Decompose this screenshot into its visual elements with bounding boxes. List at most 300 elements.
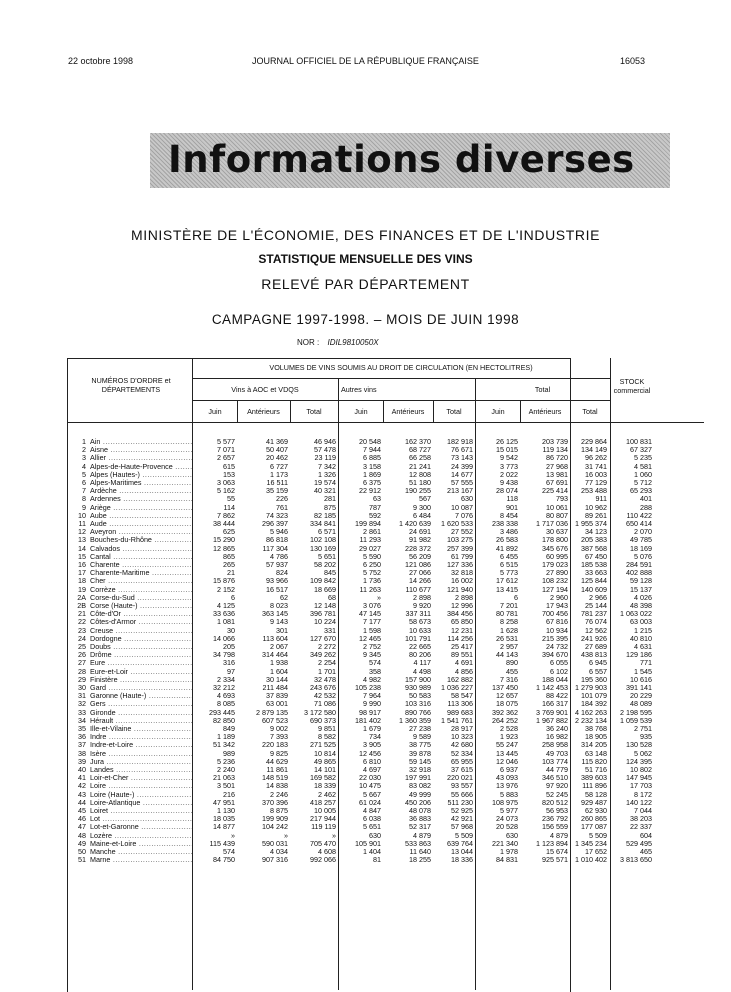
cell-autres-juin: 1 869 (363, 469, 381, 479)
department-code: 49 (78, 838, 86, 848)
cell-total-juin: 890 (506, 658, 518, 668)
cell-aoc-total: 396 781 (310, 609, 336, 619)
department-name: Alpes-de-Haute-Provence ..... (90, 463, 192, 471)
cell-autres-juin: 6 810 (363, 756, 381, 766)
department-code: 41 (78, 773, 86, 783)
cell-aoc-anterieurs: 9 002 (270, 724, 288, 733)
cell-aoc-anterieurs: 16 517 (266, 584, 288, 594)
cell-autres-anterieurs: 533 863 (405, 838, 431, 848)
cell-total-anterieurs: 345 676 (542, 543, 568, 553)
department-name: Cantal ..... (90, 553, 192, 561)
cell-aoc-total: 217 944 (310, 814, 336, 824)
cell-aoc-total: 875 (324, 502, 336, 512)
cell-aoc-anterieurs: 370 396 (262, 797, 288, 807)
cell-autres-juin: 1 598 (363, 625, 381, 635)
cell-total-juin: 1 923 (500, 732, 518, 742)
cell-aoc-juin: 615 (223, 461, 235, 471)
cell-autres-juin: 5 667 (363, 789, 381, 799)
cell-total-anterieurs: 203 739 (542, 437, 568, 446)
cell-aoc-anterieurs: 301 (276, 625, 288, 635)
cell-aoc-total: 23 119 (314, 453, 336, 463)
cell-aoc-juin: 216 (223, 789, 235, 799)
cell-aoc-juin: 265 (223, 560, 235, 569)
cell-stock: 4 026 (634, 592, 652, 602)
department-name: Côte-d'Or ..... (90, 610, 192, 618)
cell-total-anterieurs: 188 044 (542, 674, 568, 684)
cell-aoc-juin: 114 (223, 502, 235, 512)
cell-autres-total: 1 541 761 (441, 715, 473, 725)
cell-aoc-total: 130 169 (310, 543, 336, 553)
cell-autres-total: 12 996 (451, 601, 473, 610)
cell-total-juin: 17 612 (496, 576, 518, 586)
cell-autres-total: 16 002 (451, 576, 473, 586)
cell-autres-anterieurs: 59 145 (409, 756, 431, 766)
cell-aoc-total: 169 582 (310, 773, 336, 783)
cell-autres-juin: 20 548 (359, 437, 381, 446)
cell-total-juin: 28 074 (496, 486, 518, 496)
department-name: Creuse ..... (90, 627, 192, 635)
subheader-juin: Juin (354, 407, 368, 416)
department-name: Maine-et-Loire ..... (90, 840, 192, 848)
cell-autres-juin: 3 076 (363, 601, 381, 610)
cell-aoc-total: 4 608 (318, 847, 336, 856)
cell-autres-anterieurs: 49 999 (409, 789, 431, 799)
department-name: Charente ..... (90, 561, 192, 569)
cell-aoc-anterieurs: 199 909 (262, 814, 288, 824)
cell-autres-total: 61 799 (451, 551, 473, 561)
cell-total-anterieurs: 97 920 (546, 781, 568, 791)
cell-aoc-juin: 34 798 (213, 650, 235, 660)
cell-autres-total: 639 764 (447, 838, 473, 848)
cell-aoc-juin: 82 850 (213, 715, 235, 725)
cell-total-total: 67 450 (585, 551, 607, 561)
cell-total-juin: 264 252 (492, 715, 518, 725)
cell-autres-total: 384 456 (447, 609, 473, 619)
department-code: 12 (78, 527, 86, 537)
cell-total-anterieurs: 27 968 (546, 461, 568, 471)
cell-aoc-juin: 625 (223, 527, 235, 537)
cell-total-juin: 455 (506, 666, 518, 676)
department-name: Aveyron ..... (90, 528, 192, 536)
cell-aoc-anterieurs: 220 183 (262, 740, 288, 750)
cell-aoc-juin: 2 657 (217, 453, 235, 463)
department-code: 2B (77, 601, 86, 610)
cell-autres-anterieurs: 4 117 (413, 658, 431, 668)
cell-aoc-juin: 3 063 (217, 478, 235, 487)
cell-aoc-juin: 849 (223, 724, 235, 733)
cell-autres-anterieurs: 83 082 (409, 781, 431, 791)
cell-stock: 771 (640, 658, 652, 668)
statistics-title: STATISTIQUE MENSUELLE DES VINS (258, 252, 473, 266)
cell-aoc-total: 68 (328, 592, 336, 602)
subheader-anterieurs: Antérieurs (391, 407, 425, 416)
cell-aoc-anterieurs: 113 604 (262, 633, 288, 643)
cell-stock: 5 712 (634, 478, 652, 487)
cell-total-juin: 13 415 (496, 584, 518, 594)
table-row (0, 823, 731, 831)
cell-total-juin: 7 201 (500, 601, 518, 610)
cell-autres-total: 28 917 (451, 724, 473, 733)
cell-total-juin: 26 125 (496, 437, 518, 446)
department-name: Manche ..... (90, 848, 192, 856)
cell-total-total: 12 562 (585, 625, 607, 635)
cell-total-total: 929 487 (581, 797, 607, 807)
department-code: 34 (78, 715, 86, 725)
cell-total-anterieurs: 17 943 (546, 601, 568, 610)
cell-aoc-anterieurs: 74 323 (266, 510, 288, 520)
journal-title: JOURNAL OFFICIEL DE LA RÉPUBLIQUE FRANÇAISE (252, 56, 479, 66)
cell-total-anterieurs: 700 456 (542, 609, 568, 619)
cell-aoc-total: 10 005 (314, 806, 336, 815)
cell-autres-anterieurs: 101 791 (405, 633, 431, 643)
cell-autres-juin: 98 917 (359, 707, 381, 717)
department-name: Finistère ..... (90, 676, 192, 684)
cell-total-juin: 3 486 (500, 527, 518, 537)
cell-aoc-anterieurs: 86 818 (266, 535, 288, 545)
cell-autres-anterieurs: 190 255 (405, 486, 431, 496)
cell-aoc-total: 82 185 (314, 510, 336, 520)
cell-aoc-juin: 2 152 (217, 584, 235, 594)
cell-total-total: 2 232 134 (575, 715, 607, 725)
cell-total-anterieurs: 86 720 (546, 453, 568, 463)
cell-aoc-juin: 574 (223, 847, 235, 856)
cell-autres-juin: 5 752 (363, 568, 381, 578)
cell-autres-juin: 10 475 (359, 781, 381, 791)
department-name: Lot-et-Garonne ..... (90, 823, 192, 831)
cell-aoc-total: 10 814 (314, 748, 336, 758)
cell-autres-total: 14 677 (451, 469, 473, 479)
cell-total-juin: 26 531 (496, 633, 518, 643)
department-code: 22 (78, 617, 86, 627)
cell-aoc-anterieurs: 11 861 (266, 765, 288, 774)
cell-total-anterieurs: 1 142 453 (536, 683, 568, 692)
cell-aoc-total: 18 669 (314, 584, 336, 594)
cell-total-juin: 6 455 (500, 551, 518, 561)
department-code: 16 (78, 560, 86, 569)
subheader-anterieurs: Antérieurs (528, 407, 562, 416)
cell-autres-anterieurs: 50 583 (409, 691, 431, 701)
cell-autres-total: 12 231 (451, 625, 473, 635)
cell-autres-juin: 181 402 (355, 715, 381, 725)
header-total-group: Total (534, 385, 551, 394)
cell-aoc-anterieurs: 607 523 (262, 715, 288, 725)
cell-aoc-total: 10 224 (314, 617, 336, 627)
cell-total-anterieurs: 225 414 (542, 486, 568, 496)
cell-total-total: 314 205 (581, 740, 607, 750)
department-name: Hérault ..... (90, 717, 192, 725)
cell-aoc-total: 102 108 (310, 535, 336, 545)
cell-autres-total: 73 143 (451, 453, 473, 463)
cell-stock: 391 141 (626, 683, 652, 692)
cell-total-total: 389 603 (581, 773, 607, 783)
cell-total-total: 1 345 234 (575, 838, 607, 848)
cell-autres-juin: 4 697 (363, 765, 381, 774)
cell-autres-anterieurs: 450 206 (405, 797, 431, 807)
department-code: 51 (78, 855, 86, 865)
cell-aoc-total: 32 478 (314, 674, 336, 684)
cell-total-juin: 8 454 (500, 510, 518, 520)
header-volumes: VOLUMES DE VINS SOUMIS AU DROIT DE CIRCULATION (EN HECTOLITRES) (269, 363, 533, 372)
cell-stock: 1 545 (634, 666, 652, 676)
cell-total-total: 177 087 (581, 822, 607, 832)
cell-autres-total: 27 552 (451, 527, 473, 537)
department-name: Doubs ..... (90, 643, 192, 651)
cell-total-anterieurs: 793 (556, 494, 568, 504)
cell-total-anterieurs: 6 102 (550, 666, 568, 676)
cell-stock: 1 215 (634, 625, 652, 635)
cell-total-juin: 392 362 (492, 707, 518, 717)
cell-aoc-total: 8 582 (318, 732, 336, 742)
department-name: Allier ..... (90, 454, 192, 462)
table-divider (192, 400, 610, 401)
cell-aoc-anterieurs: 44 629 (266, 756, 288, 766)
cell-total-anterieurs: 394 670 (542, 650, 568, 660)
cell-autres-juin: 5 590 (363, 551, 381, 561)
department-name: Gers ..... (90, 700, 192, 708)
cell-total-anterieurs: 67 816 (546, 617, 568, 627)
department-name: Eure-et-Loir ..... (90, 668, 192, 676)
subheader-total: Total (582, 407, 598, 416)
cell-stock: 20 229 (630, 691, 652, 701)
cell-autres-anterieurs: 48 078 (409, 806, 431, 815)
cell-total-anterieurs: 236 792 (542, 814, 568, 824)
cell-total-anterieurs: 2 960 (550, 592, 568, 602)
cell-aoc-juin: 7 071 (217, 445, 235, 455)
cell-total-juin: 9 542 (500, 453, 518, 463)
cell-total-total: 96 262 (585, 453, 607, 463)
cell-total-anterieurs: 10 061 (546, 502, 568, 512)
cell-aoc-total: 71 086 (314, 699, 336, 709)
cell-aoc-anterieurs: 37 839 (266, 691, 288, 701)
department-code: 24 (78, 633, 86, 643)
cell-stock: 100 831 (626, 437, 652, 446)
cell-autres-total: 32 818 (451, 568, 473, 578)
cell-autres-anterieurs: 27 066 (409, 568, 431, 578)
cell-total-anterieurs: 67 691 (546, 478, 568, 487)
cell-total-total: 16 003 (585, 469, 607, 479)
table-row (0, 487, 731, 495)
cell-aoc-anterieurs: 148 519 (262, 773, 288, 783)
cell-total-total: 34 123 (585, 527, 607, 537)
cell-total-total: 27 689 (585, 642, 607, 651)
cell-total-total: 125 844 (581, 576, 607, 586)
cell-total-total: 4 162 263 (575, 707, 607, 717)
cell-autres-juin: 4 982 (363, 674, 381, 684)
cell-total-juin: 1 628 (500, 625, 518, 635)
cell-aoc-juin: 55 (227, 494, 235, 504)
cell-autres-juin: 11 293 (359, 535, 381, 545)
cell-aoc-anterieurs: 8 023 (270, 601, 288, 610)
department-name: Ain ..... (90, 438, 192, 446)
cell-autres-total: 93 557 (451, 781, 473, 791)
table-divider (67, 422, 704, 423)
cell-aoc-total: 19 574 (314, 478, 336, 487)
cell-aoc-total: 705 470 (310, 838, 336, 848)
cell-aoc-anterieurs: 211 484 (262, 683, 288, 692)
cell-stock: 65 293 (630, 486, 652, 496)
cell-autres-juin: 105 901 (355, 838, 381, 848)
cell-aoc-juin: 30 (227, 625, 235, 635)
cell-autres-anterieurs: 4 879 (413, 830, 431, 840)
cell-aoc-total: 271 525 (310, 740, 336, 750)
department-name: Alpes-Maritimes ..... (90, 479, 192, 487)
department-code: 46 (78, 814, 86, 824)
cell-total-total: 25 144 (585, 601, 607, 610)
department-code: 48 (78, 830, 86, 840)
cell-stock: 284 591 (626, 560, 652, 569)
department-name: Drôme ..... (90, 651, 192, 659)
cell-stock: 18 169 (630, 543, 652, 553)
cell-total-total: 781 237 (581, 609, 607, 619)
cell-autres-anterieurs: 11 640 (409, 847, 431, 856)
department-name: Landes ..... (90, 766, 192, 774)
cell-total-anterieurs: 156 559 (542, 822, 568, 832)
cell-autres-anterieurs: 337 311 (405, 609, 431, 619)
cell-aoc-juin: 1 081 (217, 617, 235, 627)
cell-aoc-anterieurs: 296 397 (262, 519, 288, 528)
cell-total-juin: 2 957 (500, 642, 518, 651)
department-code: 18 (78, 576, 86, 586)
cell-total-juin: 80 781 (496, 609, 518, 619)
cell-aoc-total: 1 701 (318, 666, 336, 676)
nor-reference (297, 338, 379, 347)
page-number: 16053 (620, 56, 646, 66)
department-name: Ardennes ..... (90, 495, 192, 503)
cell-aoc-anterieurs: 7 393 (270, 732, 288, 742)
cell-aoc-juin: 21 (227, 568, 235, 578)
cell-aoc-juin: 1 189 (217, 732, 235, 742)
department-name: Calvados ..... (90, 545, 192, 553)
cell-total-total: 6 557 (589, 666, 607, 676)
department-name: Loir-et-Cher ..... (90, 774, 192, 782)
department-name: Ariège ..... (90, 504, 192, 512)
cell-total-total: 1 955 374 (575, 519, 607, 528)
department-code: 43 (78, 789, 86, 799)
table-row (0, 725, 731, 733)
cell-autres-total: 257 399 (447, 543, 473, 553)
cell-autres-anterieurs: 32 918 (409, 765, 431, 774)
cell-autres-total: 113 306 (447, 699, 473, 709)
cell-total-anterieurs: 24 732 (546, 642, 568, 651)
cell-total-anterieurs: 258 958 (542, 740, 568, 750)
cell-aoc-juin: 2 334 (217, 674, 235, 684)
cell-total-anterieurs: 6 055 (550, 658, 568, 668)
cell-autres-juin: 6 885 (363, 453, 381, 463)
department-code: 28 (78, 666, 86, 676)
department-name: Loire (Haute-) ..... (90, 791, 192, 799)
cell-aoc-total: 2 462 (318, 789, 336, 799)
cell-aoc-total: 7 342 (318, 461, 336, 471)
department-code: 3 (82, 453, 86, 463)
cell-stock: 5 062 (634, 748, 652, 758)
subheader-total: Total (446, 407, 462, 416)
cell-total-juin: 41 892 (496, 543, 518, 553)
cell-total-juin: 18 075 (496, 699, 518, 709)
cell-autres-anterieurs: 4 498 (413, 666, 431, 676)
cell-total-total: 31 741 (585, 461, 607, 471)
cell-autres-juin: 12 465 (359, 633, 381, 643)
cell-autres-anterieurs: 24 691 (409, 527, 431, 537)
department-name: Corrèze ..... (90, 586, 192, 594)
cell-stock: 59 128 (630, 576, 652, 586)
cell-aoc-total: 334 841 (310, 519, 336, 528)
cell-autres-anterieurs: 14 266 (409, 576, 431, 586)
cell-aoc-anterieurs: 62 (280, 592, 288, 602)
department-code: 15 (78, 551, 86, 561)
department-code: 27 (78, 658, 86, 668)
cell-autres-juin: 2 861 (363, 527, 381, 537)
department-name: Aube ..... (90, 512, 192, 520)
cell-autres-juin: 592 (369, 510, 381, 520)
cell-autres-anterieurs: 52 317 (409, 822, 431, 832)
cell-aoc-anterieurs: 63 001 (266, 699, 288, 709)
cell-aoc-juin: 5 236 (217, 756, 235, 766)
department-name: Jura ..... (90, 758, 192, 766)
cell-aoc-anterieurs: 6 727 (270, 461, 288, 471)
cell-total-anterieurs: 10 934 (546, 625, 568, 635)
cell-total-total: 62 930 (585, 806, 607, 815)
cell-autres-total: 37 615 (451, 765, 473, 774)
cell-autres-total: 4 691 (455, 658, 473, 668)
department-code: 50 (78, 847, 86, 856)
cell-stock: 63 003 (630, 617, 652, 627)
cell-autres-total: 4 856 (455, 666, 473, 676)
subheader-juin: Juin (491, 407, 505, 416)
cell-aoc-anterieurs: 117 304 (262, 543, 288, 553)
cell-stock: 8 172 (634, 789, 652, 799)
department-name: Loiret ..... (90, 807, 192, 815)
cell-aoc-anterieurs: 1 173 (270, 469, 288, 479)
cell-autres-total: 114 256 (447, 633, 473, 643)
cell-total-juin: 118 (506, 494, 518, 504)
table-row (0, 856, 731, 864)
cell-autres-total: 511 230 (447, 797, 473, 807)
cell-aoc-juin: 32 212 (213, 683, 235, 692)
cell-autres-anterieurs: 80 206 (409, 650, 431, 660)
cell-total-juin: 43 093 (496, 773, 518, 783)
cell-aoc-total: 2 254 (318, 658, 336, 668)
banner-title: Informations diverses (168, 138, 635, 181)
cell-aoc-juin: 38 444 (213, 519, 235, 528)
cell-stock: 140 122 (626, 797, 652, 807)
department-name: Gard ..... (90, 684, 192, 692)
cell-total-juin: 8 258 (500, 617, 518, 627)
cell-aoc-anterieurs: 9 143 (270, 617, 288, 627)
cell-stock: 67 327 (630, 445, 652, 455)
cell-autres-anterieurs: 162 370 (405, 437, 431, 446)
cell-aoc-total: 690 373 (310, 715, 336, 725)
department-name: Lozère ..... (90, 832, 192, 840)
cell-autres-juin: 2 752 (363, 642, 381, 651)
cell-autres-total: 13 044 (451, 847, 473, 856)
cell-autres-anterieurs: 91 982 (409, 535, 431, 545)
cell-stock: 935 (640, 732, 652, 742)
cell-aoc-anterieurs: 8 875 (270, 806, 288, 815)
cell-aoc-juin: 989 (223, 748, 235, 758)
cell-autres-juin: 22 912 (359, 486, 381, 496)
cell-autres-juin: 61 024 (359, 797, 381, 807)
department-name: Bouches-du-Rhône ..... (90, 536, 192, 544)
cell-aoc-total: 1 326 (318, 469, 336, 479)
cell-stock: 129 186 (626, 650, 652, 660)
cell-total-total: 1 010 402 (575, 855, 607, 865)
department-code: 32 (78, 699, 86, 709)
department-code: 19 (78, 584, 86, 594)
cell-autres-juin: 630 (369, 830, 381, 840)
department-code: 39 (78, 756, 86, 766)
cell-autres-anterieurs: 21 241 (409, 461, 431, 471)
cell-total-total: 38 768 (585, 724, 607, 733)
